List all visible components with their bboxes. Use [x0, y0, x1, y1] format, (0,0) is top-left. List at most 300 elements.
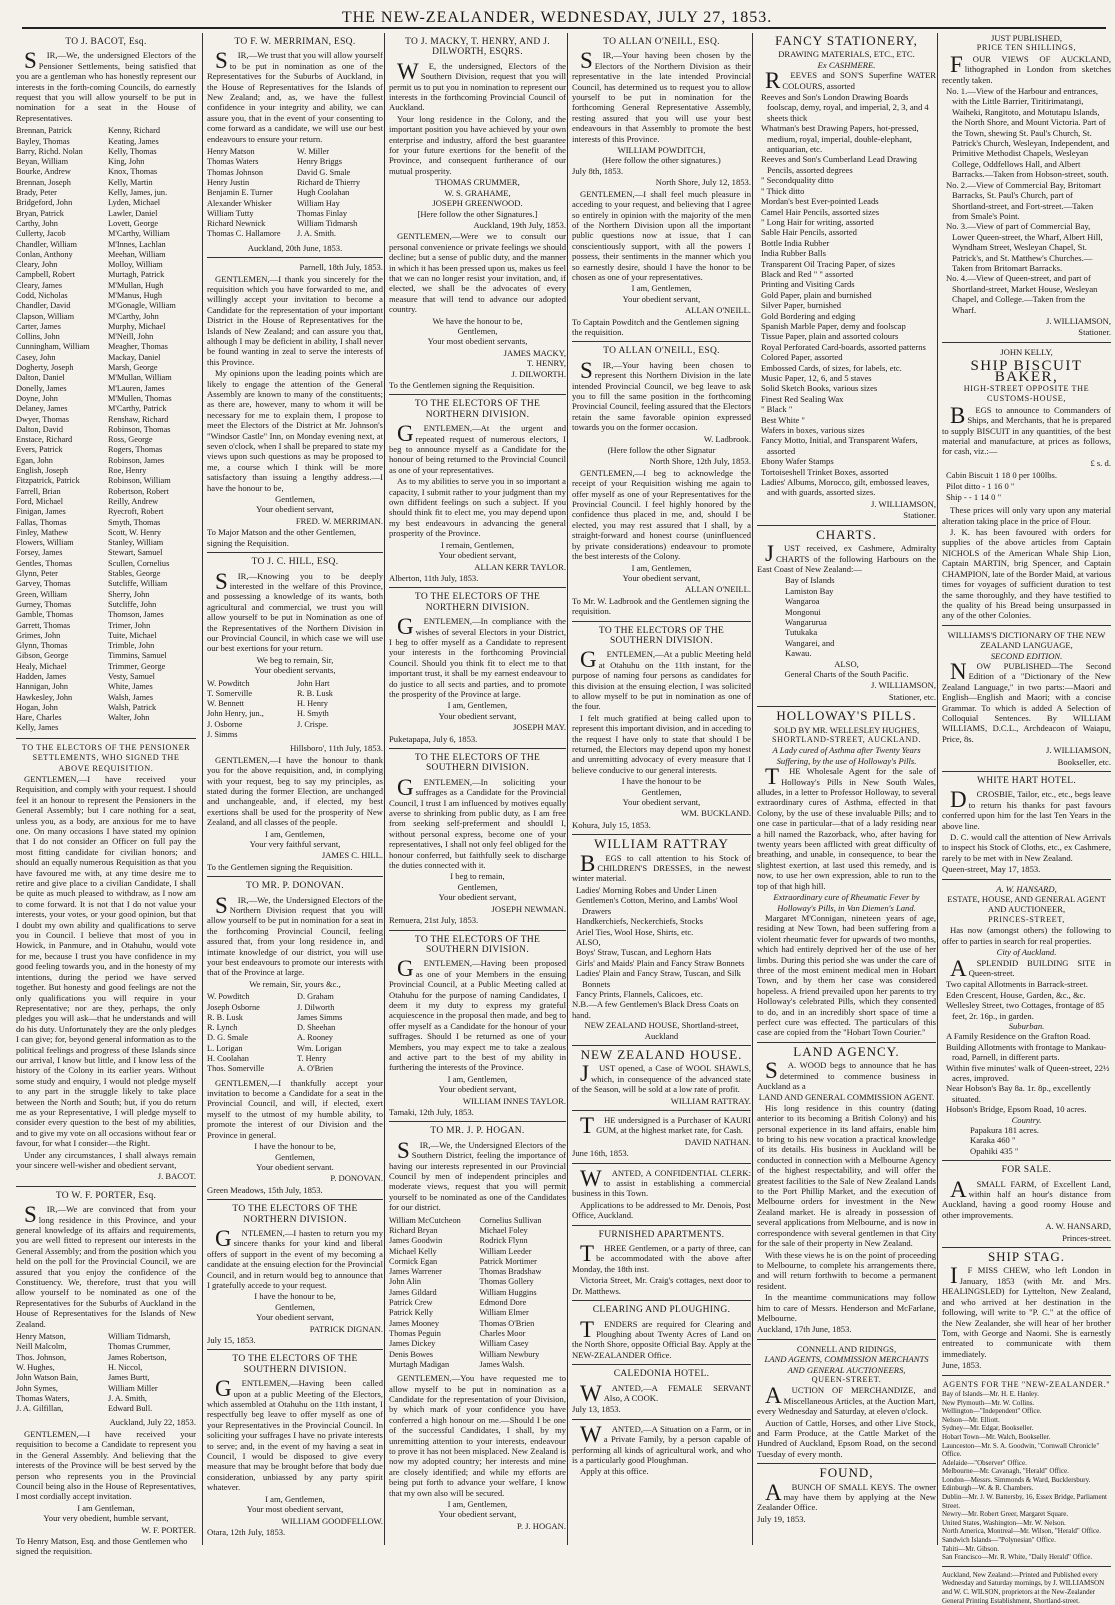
notice-heading: TO W. F. PORTER, Esq.: [55, 1190, 157, 1201]
list-entry: Dalton, Daniel: [16, 373, 65, 383]
list-entry: Thomas Waters,: [16, 1393, 70, 1403]
list-entry: " Secondquality ditto: [761, 175, 834, 186]
list-entry: Gamble, Thomas: [16, 610, 73, 620]
list-entry: R. B. Lusk: [297, 688, 333, 698]
closing: Your obedient servant,: [256, 504, 334, 515]
closing: Your obedient servant,: [438, 710, 517, 721]
list-entry: Newry—Mr. Robert Greer, Margaret Square.: [942, 1510, 1069, 1519]
list-entry: Henry Matson,: [16, 1332, 66, 1342]
list-entry: Ship - - 1 14 0 ": [946, 492, 1002, 503]
list-entry: Sherry, John: [108, 589, 150, 599]
reply-text: GENTLEMEN,—I beg to acknowledge the receipt of your Requisition wishing me again to offer myself as one of your Representatives for the Provincial Council. I feel highly honored by the confidence thus placed in me, and, should I be elected, you may rest assured that I shall, by a straight-forward and honest course (uninfluenced by private considerations) endeavour to promote the best interests of the Colony.: [572, 467, 751, 562]
closing: Your obedient servant,: [438, 550, 517, 561]
list-entry: Embossed Cards, of sizes, for labels, etc.: [761, 362, 902, 373]
list-entry: Vesty, Samuel: [108, 671, 155, 681]
list-entry: Sutcliffe, John: [108, 599, 157, 609]
list-entry: Healy, Michael: [16, 661, 67, 671]
dateline: Puketapapa, July 6, 1853.: [389, 733, 478, 744]
list-entry: John Alin: [389, 1277, 422, 1287]
list-entry: James Goodwin: [389, 1236, 443, 1246]
list-entry: Black and Red " " assorted: [761, 268, 854, 279]
column-divider: [572, 1163, 751, 1164]
item-list: [942, 86, 1111, 315]
list-entry: [297, 730, 383, 740]
list-entry: James Dickey: [389, 1339, 436, 1349]
list-entry: Brennan, Joseph: [16, 177, 71, 187]
advert-text: B EGS to call attention to his Stock of CHILDREN'S DRESSES, in the newest winter material.: [572, 850, 751, 884]
column-divider: [572, 1110, 751, 1111]
list-entry: H. Coolahan: [207, 1054, 249, 1064]
address: QUEEN-STREET.: [811, 1374, 882, 1384]
advert-subheading: A Lady cured of Asthma after Twenty Years Suffering, by the use of Holloway's Pills.: [772, 745, 921, 766]
dateline: July 13, 1853.: [572, 1404, 621, 1415]
list-entry: Ladies' Plain and Fancy Straw, Tuscan, and Silk Bonnets: [576, 968, 741, 989]
list-entry: Gibson, George: [16, 651, 69, 661]
list-entry: L. Lorigan: [207, 1043, 243, 1053]
signature: WM. BUCKLAND.: [681, 808, 751, 819]
addressee: To Captain Powditch and the Gentlemen signing the requisition.: [572, 316, 739, 337]
list-entry: Wafers in boxes, various sizes: [761, 425, 865, 436]
requisition-text: Your long residence in the Colony, and the important position you have achieved by your own enterprise and industry, afford the best guarantee for your future exertions for the benefit of the Province, and consequent furtherance of our mutual prosperity.: [389, 113, 566, 176]
list-entry: Carthy, John: [16, 218, 58, 228]
list-entry: Rogers, Thomas: [108, 445, 163, 455]
list-entry: Finley, Mathew: [16, 527, 69, 537]
signature: J. WILLIAMSON,: [870, 680, 936, 691]
list-entry: William Elmer: [479, 1308, 529, 1318]
list-entry: M'Carthy, Patrick: [108, 404, 167, 414]
notice-heading: TO J. C. HILL, ESQ.: [251, 557, 339, 568]
closing: I beg to remain,: [450, 871, 505, 882]
advert-subheading: SECOND EDITION.: [990, 650, 1063, 661]
list-entry: Ebony Wafer Stamps: [761, 456, 834, 467]
dateline: Otara, 12th July, 1853.: [207, 1526, 286, 1537]
list-entry: Knox, Thomas: [108, 167, 158, 177]
signature-note: [Here follow the other Signatures.]: [417, 208, 538, 219]
advert-text: T HE undersigned is a Purchaser of KAURI GUM, at the highest market rate, for Cash.: [580, 1113, 751, 1138]
column-divider: [757, 1463, 936, 1464]
list-entry: JAMES MACKY,: [503, 347, 566, 358]
list-entry: Within five minutes' walk of Queen-street, 22½ acres, improved.: [946, 1062, 1110, 1083]
list-entry: Grimes, John: [16, 630, 61, 640]
list-entry: Gold Paper, plain and burnished: [761, 289, 872, 300]
list-entry: Timmins, Samuel: [108, 651, 167, 661]
column-divider: [572, 1419, 751, 1420]
list-entry: Beyan, William: [16, 157, 69, 167]
list-entry: Thos. Johnson,: [16, 1352, 67, 1362]
list-entry: North America, Montreal—Mr. Wilson, "Herald" Office.: [942, 1527, 1101, 1536]
notice-heading: TO THE ELECTORS OF THE NORTHERN DIVISION.: [414, 592, 541, 613]
advert-subheading: Extraordinary cure of Rheumatic Fever by Holloway's Pills, in Van Diemen's Land.: [773, 892, 920, 913]
signature: P. J. HOGAN.: [517, 1520, 566, 1531]
list-entry: Roe, Henry: [108, 466, 147, 476]
list-entry: Trimble, John: [108, 641, 155, 651]
column-4: [567, 33, 755, 1545]
list-entry: J. Dilworth: [297, 1002, 335, 1012]
address: SHORTLAND-STREET, AUCKLAND.: [771, 735, 922, 744]
column-divider: [389, 394, 566, 395]
dateline: North Shore, July 12, 1853.: [655, 177, 751, 188]
column-divider: [757, 525, 936, 526]
list-entry: Lyden, Michael: [108, 198, 161, 208]
list-entry: W. Hughes,: [16, 1363, 55, 1372]
list-entry: Brady, Peter: [16, 188, 57, 198]
list-entry: W. Powditch: [207, 678, 250, 688]
closing: I am, Gentlemen,: [631, 283, 692, 294]
list-entry: William Miller: [108, 1383, 158, 1393]
list-entry: Collins, John: [16, 332, 60, 342]
item-list: [757, 92, 936, 498]
closing: I am, Gentlemen,: [447, 1073, 508, 1084]
item-list: [572, 885, 751, 999]
advert-text: W ANTED,—A FEMALE SERVANT Also, A COOK.: [580, 1380, 751, 1406]
list-entry: John Symes,: [16, 1383, 58, 1393]
list-entry: Thomas Waters: [207, 157, 259, 167]
list-entry: Richard de Thierry: [297, 177, 360, 187]
price-list: [942, 470, 1111, 503]
price-column-header: £ s. d.: [1090, 457, 1111, 468]
advert-text: W ANTED,—A Situation on a Farm, or in a Private Family, by a person capable of performing all kinds of agricultural work, and who is a particularly good Ploughman.: [572, 1421, 751, 1465]
column-divider: [942, 1375, 1111, 1376]
advert-text: In the meantime communications may follow him to care of Messrs. Henderson and McFarlane, Melbourne.: [757, 1292, 936, 1323]
notice-heading: TO ALLAN O'NEILL, ESQ.: [603, 346, 720, 357]
closing: I am, Gentlemen,: [631, 562, 692, 573]
dateline: Auckland, July 22, 1853.: [109, 1417, 196, 1428]
list-entry: New Plymouth—Mr. W. Collins.: [942, 1398, 1035, 1407]
property-list: [942, 1031, 1111, 1114]
list-entry: Richard Bryan: [389, 1225, 438, 1235]
list-entry: Robinson, Thomas: [108, 424, 171, 434]
advert-heading: FANCY STATIONERY,: [775, 33, 918, 48]
list-entry: Scullen, Cornelius: [108, 558, 170, 568]
list-entry: Murtagh Madigan: [389, 1359, 450, 1369]
list-entry: Richard Newnick: [207, 219, 266, 229]
section-label: Suburban.: [1008, 1020, 1045, 1031]
section-label: City of Auckland.: [996, 947, 1057, 958]
advert-text: I F MISS CHEW, who left London in January, 1853 (with Mr. and Mrs. HEALINGSLED) for Lyttelton, New Zealand, and who arrived at her destination in the following, will write to "P. C." at the office of the New Zealander, she will hear of her brother Tom, with George and Naomi. She is earnestly entreated to communicate with them immediately.: [942, 1263, 1111, 1359]
list-entry: D. G. Smale: [207, 1033, 249, 1043]
advert-text: These prices will only vary upon any material alteration taking place in the price of Flour.: [942, 505, 1111, 526]
closing: Gentlemen,: [275, 494, 315, 505]
list-entry: Garvey, Thomas: [16, 579, 71, 589]
list-entry: Forsey, James: [16, 548, 63, 558]
advert-heading: FOUND,: [819, 1465, 874, 1481]
list-entry: William McCutcheon: [389, 1215, 461, 1225]
advert-text: R EEVES and SON'S Superfine WATER COLOURS, assorted: [765, 68, 936, 94]
list-entry: Ryecroft, Robert: [108, 507, 164, 517]
signature: J. WILLIAMSON,: [870, 498, 936, 509]
advert-text: A BUNCH OF SMALL KEYS. The owner may have them by applying at the New Zealander Office.: [757, 1479, 936, 1513]
column-2: [202, 33, 387, 1545]
requisition-text: S IR,—We, the Undersigned Electors of the Southern District, feeling the importance of having our interests represented in our Provincial Council by men of independent principles and moderate views, request that you will permit yourself to be nominated as one of the Candidates for our district.: [389, 1137, 566, 1213]
advert-heading: LAND AGENCY.: [793, 1043, 900, 1059]
list-entry: Gentlemen's Cotton, Merino, and Lambs' Wool Drawers: [576, 895, 738, 916]
list-entry: Thomson, James: [108, 610, 164, 620]
list-entry: Robinson, William: [108, 476, 171, 486]
list-entry: Mongonui: [785, 606, 821, 617]
list-entry: No. 4.—View of Queen-street, and part of Shortland-street, Market House, Wesleyan Chapel, and College.—Taken from the Wharf.: [946, 273, 1098, 315]
notice-heading: TO THE ELECTORS OF THE SOUTHERN DIVISION.: [414, 934, 541, 955]
list-entry: Glynn, Thomas: [16, 641, 68, 651]
closing: Your obedient servant,: [256, 1312, 334, 1323]
list-entry: Tortoiseshell Trinket Boxes, assorted: [761, 466, 889, 477]
list-entry: W. Powditch: [207, 992, 250, 1002]
list-entry: Fitzpatrick, Patrick: [16, 476, 80, 486]
closing: Your obedient servant,: [622, 293, 701, 304]
list-entry: Chandler, David: [16, 301, 71, 311]
list-entry: Bryan, Patrick: [16, 208, 64, 218]
list-entry: Delaney, James: [16, 404, 68, 414]
list-entry: Marsh, George: [108, 363, 158, 373]
list-entry: Ross, George: [108, 435, 153, 445]
column-divider: [757, 706, 936, 707]
advert-text: A SPLENDID BUILDING SITE in Queen-street.: [950, 955, 1111, 981]
signature: PATRICK DIGNAN.: [309, 1323, 383, 1334]
list-entry: San Francisco—Mr. R. White, "Daily Herald" Office.: [942, 1553, 1093, 1562]
list-entry: H. Henry: [297, 699, 328, 709]
closing: Gentlemen,: [457, 881, 498, 892]
addressee: To Major Matson and the other Gentlemen, signing the Requisition.: [207, 527, 357, 548]
list-entry: JOSEPH GREENWOOD.: [432, 198, 523, 209]
list-entry: Trimer, John: [108, 620, 151, 630]
list-entry: R. Lynch: [207, 1023, 238, 1033]
signature: FRED. W. MERRIMAN.: [295, 515, 383, 526]
signature: ALLAN O'NEILL.: [685, 305, 751, 316]
list-entry: Codd, Nicholas: [16, 291, 68, 300]
advert-heading: HOLLOWAY'S PILLS.: [776, 708, 917, 724]
advert-text: S A. WOOD begs to announce that he has determined to commence business in Auckland as a: [757, 1058, 936, 1091]
advert-heading: CLEARING AND PLOUGHING.: [592, 1305, 731, 1316]
column-divider: [207, 1349, 383, 1350]
advert-subheading: ESTATE, HOUSE, AND GENERAL AGENT AND AUCTIONEER,: [947, 894, 1106, 915]
address: PRINCES-STREET,: [988, 914, 1065, 924]
newspaper-title: THE NEW-ZEALANDER, WEDNESDAY, JULY 27, 1853.: [341, 9, 773, 26]
list-entry: Nelson—Mr. Elliott.: [942, 1415, 1000, 1424]
list-entry: J. DILWORTH.: [511, 368, 566, 379]
closing: Your obedient servant,: [438, 1084, 517, 1095]
advert-heading: FURNISHED APARTMENTS.: [598, 1229, 725, 1240]
list-entry: Bayley, Thomas: [16, 136, 70, 146]
reply-text: GENTLEMEN,—Were we to consult our personal convenience or private feelings we should decline; but a sense of public duty, and the manner in which it has been pressed upon us, makes us feel that we can no longer resist your invitation, and, if elected, we shall be the advocates of every measure that will tend to advance our adopted country.: [389, 231, 566, 315]
advert-heading: A. W. HANSARD,: [996, 883, 1057, 894]
list-entry: Girls' and Maids' Plain and Fancy Straw Bonnets: [576, 957, 745, 968]
advert-subheading: Ex CASHMERE.: [817, 59, 876, 70]
list-entry: Evers, Patrick: [16, 445, 63, 455]
list-entry: David G. Smale: [297, 167, 351, 177]
reply-text: GENTLEMEN,—I thank you sincerely for the requisition which you have forwarded to me, and willingly accept your invitation to become a Candidate for the representation of your important District in the House of Representatives for the Islands of New Zealand; and can assure you that, although I may be deficient in ability, I shall never be found wanting in zeal to serve the interests of this Province.: [207, 273, 383, 367]
list-entry: Ford, Michael: [16, 496, 64, 506]
signature: J. BACOT.: [157, 1171, 196, 1182]
advert-text: J UST received, ex Cashmere, Admiralty CHARTS of the following Harbours on the East Coast of New Zealand:—: [757, 541, 936, 574]
notice-heading: TO THE ELECTORS OF THE SOUTHERN DIVISION.: [414, 753, 541, 774]
list-entry: Sandwich Islands—"Polynesian" Office.: [942, 1536, 1056, 1545]
column-divider: [757, 1339, 936, 1340]
notice-heading: TO MR. P. DONOVAN.: [246, 881, 344, 892]
column-divider: [757, 1042, 936, 1043]
closing: We beg to remain, Sir,: [256, 654, 334, 665]
list-entry: [108, 723, 196, 733]
notice-heading: TO THE ELECTORS OF THE NORTHERN DIVISION.: [232, 1204, 358, 1225]
advert-text: With these views he is on the point of proceeding to Melbourne, to complete his arrangements there, and will return forthwith to become a permanent resident.: [757, 1249, 936, 1291]
column-divider: [572, 621, 751, 622]
dateline: July 15, 1853.: [207, 1335, 256, 1346]
notice-heading: TO THE ELECTORS OF THE SOUTHERN DIVISION.: [232, 1354, 358, 1375]
reply-text: GENTLEMEN,—I shall feel much pleasure in acceding to your request, and believing that I agree so entirely in opinion with the majority of the men of the Northern Division upon all the important public questions now at issue, that I can conscientiously support, with all the powers I possess, their sentiments in the manner which you so earnestly desire, should I have the honor to be chosen as one of your representatives.: [572, 188, 751, 282]
signature-list: [389, 177, 566, 208]
advert-text: N OW PUBLISHED—The Second Edition of a "Dictionary of the New Zealand Language," in two parts:—Maori and English—English and Maori; with a concise Grammar. To which is added A Selection of Colloquial Sentences. By WILLIAM WILLIAMS, D.C.L., Archdeacon of Waiapu, Price, 8s.: [942, 658, 1111, 744]
signature: WILLIAM INNES TAYLOR.: [462, 1095, 566, 1106]
list-entry: United States, Washington—Mr. W. Nelson.: [942, 1518, 1066, 1527]
list-entry: Eden Crescent, House, Garden, &c., &c.: [946, 989, 1086, 1000]
column-divider: [207, 876, 383, 877]
list-entry: M'Mullen, Thomas: [108, 393, 172, 403]
column-divider: [572, 834, 751, 835]
closing: We remain, Sir, yours &c.,: [249, 978, 341, 989]
advert-text: A SMALL FARM, of Excellent Land, within half an hour's distance from Auckland, having a good roomy House and other improvements.: [942, 1176, 1111, 1220]
list-entry: Thomas Johnson: [207, 167, 264, 177]
advert-text: T HREE Gentlemen, or a party of three, can be accommodated with the above after Monday, the 18th inst.: [572, 1241, 751, 1274]
column-divider: [207, 1199, 383, 1200]
property-list: [942, 1125, 1111, 1156]
list-entry: Melbourne—Mr. Cavanagh, "Herald" Office.: [942, 1467, 1069, 1476]
list-entry: J. A. Smith.: [297, 229, 336, 239]
list-entry: Michael Kelly: [389, 1246, 437, 1256]
column-divider: [942, 771, 1111, 772]
advert-subheading: LAND AND GENERAL COMMISSION AGENT.: [758, 1092, 935, 1103]
dateline: Queen-street, May 17, 1853.: [942, 864, 1041, 875]
notice-heading: TO THE ELECTORS OF THE PENSIONER SETTLEMENTS, WHO SIGNED THE ABOVE REQUISITION.: [21, 742, 191, 773]
list-entry: Printing and Visiting Cards: [761, 279, 855, 290]
list-entry: A. O'Brien: [297, 1064, 334, 1074]
closing: Your obedient servant,: [438, 1509, 517, 1520]
list-entry: Thos. Somerville: [207, 1064, 265, 1074]
list-entry: Wm. Lorigan: [297, 1043, 342, 1053]
advert-heading: JOHN KELLY,: [1000, 346, 1053, 357]
notice-heading: TO J. MACKY, T. HENRY, AND J. DILWORTH, ESQRS.: [405, 37, 550, 58]
list-entry: Bay of Islands—Mr. H. E. Hanley.: [942, 1389, 1039, 1398]
dateline: Auckland, 19th July, 1853.: [473, 219, 566, 230]
list-entry: Kawau.: [785, 648, 812, 659]
harbour-list: [757, 575, 936, 658]
list-entry: Glynn, Peter: [16, 569, 58, 579]
requisition-text: S IR,—We, the Undersigned Electors of the Northern Division request that you will allow yourself to be put in nomination for a seat in the forthcoming Provincial Council, feeling assured that, from your long residence in, and intimate knowledge of our district, you will use your best endeavours to promote our interests with that of the Province at large.: [207, 892, 383, 978]
dateline: July 19, 1853.: [757, 1513, 806, 1524]
list-entry: Enstace, Richard: [16, 435, 73, 445]
list-entry: Hannigan, John: [16, 682, 69, 692]
notice-heading: TO THE ELECTORS OF THE NORTHERN DIVISION.: [414, 399, 541, 420]
closing: I am Gentleman,: [77, 1502, 135, 1513]
signature-title: Bookseller, etc.: [1057, 756, 1111, 767]
notice-heading: TO ALLAN O'NEILL, ESQ.: [603, 37, 720, 47]
list-entry: Near Hobson's Bay 8a. 1r. 8p., excellently situated.: [946, 1083, 1091, 1104]
list-entry: Bourke, Andrew: [16, 167, 71, 177]
list-entry: Hare, Charles: [16, 713, 62, 723]
reply-text: GENTLEMEN,—I have the honour to thank you for the above requisition, and, in complying with your request, beg to say my principles, as stated during the former Election, are unchanged and unchangeable, and, if elected, my best exertions shall be used for the prosperity of New Zealand, and all classes of the people.: [207, 754, 383, 828]
dateline: Remuera, 21st July, 1853.: [389, 915, 479, 926]
list-entry: THOMAS CRUMMER,: [435, 177, 520, 188]
list-entry: John Hart: [297, 678, 330, 688]
notice-heading: TO MR. J. P. HOGAN.: [430, 1126, 525, 1137]
imprint: Auckland, New Zealand:—Printed and Published every Wednesday and Saturday mornings, by J. WILLIAMSON and W. C. WILSON, proprietors at the New-Zealander General Printing Establishment, Shortland-street.: [942, 1570, 1105, 1605]
list-entry: William Tidmarsh,: [108, 1332, 171, 1342]
addressee: To the Gentlemen signing the Requisition.: [389, 380, 535, 390]
list-entry: " Long Hair for writing, assorted: [761, 216, 874, 227]
closing: Your obedient servant,: [622, 797, 701, 808]
list-entry: London—Messrs. Simmonds & Ward, Bucklersbury.: [942, 1475, 1091, 1484]
list-entry: Hugh Coolahan: [297, 188, 350, 198]
list-entry: James Robertson,: [108, 1352, 167, 1362]
list-entry: A Family Residence on the Grafton Road.: [946, 1031, 1091, 1042]
list-entry: Henry Justin: [207, 177, 250, 187]
list-entry: Mackay, Daniel: [108, 352, 161, 362]
list-entry: Barry, Richd. Nolan: [16, 146, 83, 156]
list-entry: Sutcliffe, William: [108, 579, 168, 589]
address: NEW ZEALAND HOUSE, Shortland-street, Auckland: [584, 1020, 739, 1041]
list-entry: Patrick Mortimer: [479, 1256, 537, 1266]
advert-text: D. C. would call the attention of New Arrivals to inspect his Stock of Cloths, etc., ex Cashmere, rarely to be met with in New Zealand.: [942, 832, 1111, 863]
list-entry: Thomas Bradshaw: [479, 1267, 542, 1277]
list-entry: M'Neill, John: [108, 332, 154, 342]
newspaper-columns: [6, 33, 1111, 1605]
requisition-text: S IR,—Knowing you to be deeply interested in the welfare of this Province, and possessing a knowledge of its wants, both agricultural and commercial, we trust you will allow yourself to be put in Nomination as one of the Representatives of the Northern Division in our Provincial Council, in which case we will use our best exertions for your return.: [207, 568, 383, 654]
list-entry: M'Carthy, William: [108, 229, 170, 239]
list-entry: No. 3.—View of part of Commercial Bay, Lower Queen-street, the Wharf, Albert Hill, Wyndham Street, Wesleyan Chapel, St. Patrick's, and St. Matthew's Churches.—Taken from Britomart Barracks.: [946, 221, 1103, 273]
signature: WILLIAM RATTRAY.: [670, 1095, 751, 1106]
list-entry: Edmond Dore: [479, 1298, 527, 1308]
list-entry: Reilly, Andrew: [108, 496, 159, 506]
signature-title: Princes-street.: [1062, 1232, 1111, 1243]
list-entry: Music Paper, 12, 6, and 5 staves: [761, 373, 872, 383]
closing: I am, Gentlemen,: [447, 1498, 508, 1509]
signature: P. DONOVAN.: [330, 1173, 383, 1184]
list-entry: Fancy Motto, Initial, and Transparent Wafers, assorted: [761, 435, 918, 456]
agents-list: [942, 1390, 1111, 1562]
list-entry: Thomas Crummer,: [108, 1342, 171, 1352]
list-entry: Lawler, Daniel: [108, 208, 158, 218]
advert-text: F OUR VIEWS OF AUCKLAND, lithographed in London from sketches recently taken.: [942, 51, 1111, 85]
list-entry: Robertson, Robert: [108, 486, 169, 496]
list-entry: James Burtt,: [108, 1373, 150, 1383]
list-entry: R. B. Lusk: [207, 1012, 243, 1022]
signature: DAVID NATHAN.: [684, 1136, 751, 1147]
column-divider: [389, 930, 566, 931]
list-entry: Dwyer, Thomas: [16, 414, 69, 424]
advert-text: Margaret M'Connigan, nineteen years of age, residing at New Town, had been suffering from a violent rheumatic fever for upwards of two months, which had entirely deprived her of the use of her limbs. During this period she was under the care of three of the most eminent medical men in Hobart Town, and by them her case was considered hopeless. A friend prevailed upon her parents to try Holloway's celebrated Pills, which they consented to do, and in an incredibly short space of time a perfect cure was effected. The particulars of this case are copied from the "Hobart Town Courier.": [757, 912, 936, 1038]
list-entry: Ladies' Albums, Morocco, gilt, embossed leaves, and with guards, assorted sizes.: [761, 477, 930, 498]
property-list: [942, 979, 1111, 1021]
list-entry: Clapson, William: [16, 311, 75, 321]
column-divider: [16, 1186, 196, 1187]
list-entry: Neill Malcolm,: [16, 1342, 67, 1352]
list-entry: Wangarei, and: [785, 637, 835, 648]
advert-text: J. K. has been favoured with orders for supplies of the above articles from Captain NICHOLS of the American Whale Ship Lion, Captain MARTIN, brig Spencer, and Captain CHAMPION, late of the Border Maid, at various times for voyages of sufficient duration to test the same thoroughly, and they have testified to the quality of his Bread being unsurpassed in any of the other Colonies.: [942, 527, 1111, 621]
list-entry: Edward Bull.: [108, 1404, 153, 1414]
closing: I remain, Gentlemen,: [440, 539, 515, 550]
list-entry: Building Allotments with frontage to Mankau-road, Parnell, in different parts.: [946, 1041, 1107, 1063]
masthead: [0, 0, 1114, 30]
list-entry: M'Carthy, John: [108, 311, 159, 321]
list-entry: Wellington—"Independent" Office.: [942, 1407, 1042, 1416]
list-entry: M'Gonagle, William: [108, 301, 176, 311]
signature-list: [389, 348, 566, 379]
list-entry: Lamiston Bay: [785, 585, 834, 596]
signature-list: [207, 147, 383, 240]
agents-heading: AGENTS FOR THE "NEW-ZEALANDER.": [942, 1379, 1111, 1389]
list-entry: M'Manus, Hugh: [108, 291, 163, 300]
list-entry: " Black ": [761, 404, 793, 415]
list-entry: Cleary, James: [16, 280, 63, 290]
list-entry: Tissue Paper, plain and assorted colours: [761, 331, 899, 342]
dateline: Parnell, 18th July, 1853.: [299, 262, 383, 273]
